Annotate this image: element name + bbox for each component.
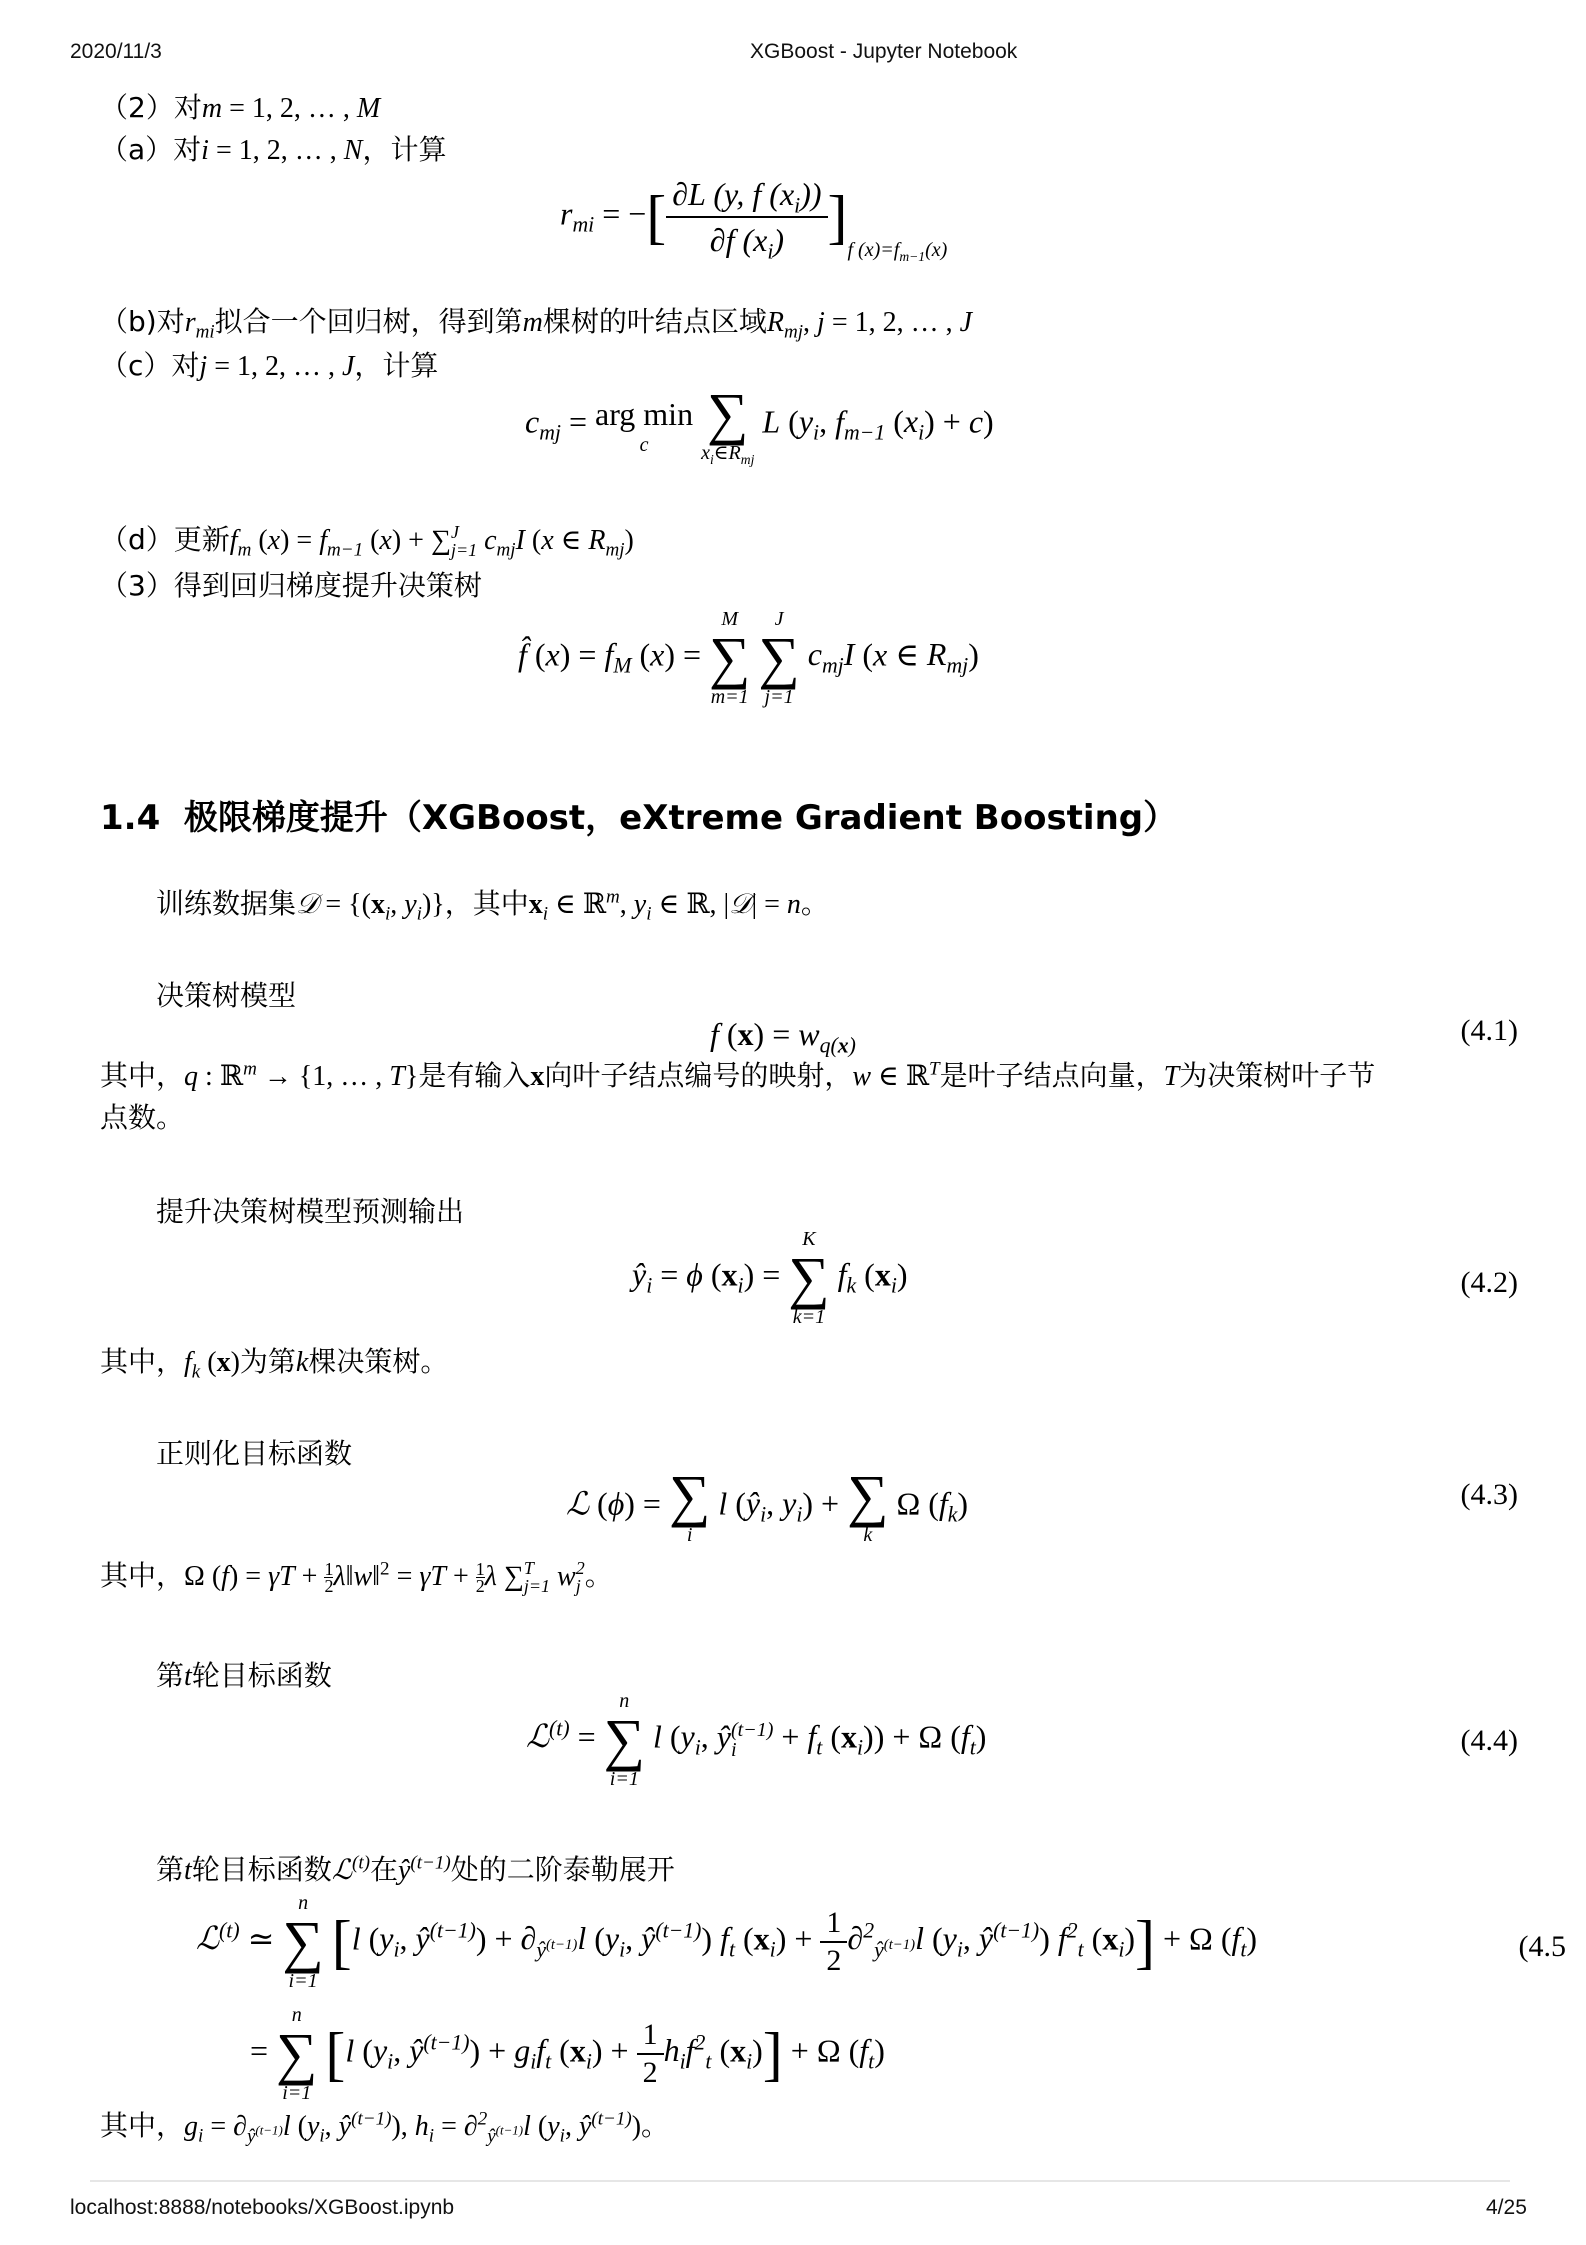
step-c-suffix: ，计算 <box>354 349 439 382</box>
section-heading <box>100 790 1177 839</box>
taylor-prefix: 第 <box>156 1853 185 1886</box>
where-4-label: 其中， <box>100 2109 185 2142</box>
equation-4-3: ℒ (ϕ) = ∑ i l ($ŷ_i$, $y_i$) + ∑ k Ω $(f_k)$ <box>566 1463 969 1546</box>
step-b-text2: 棵树的叶结点区域 <box>542 305 767 338</box>
where-1-text1: 是有输入 <box>418 1059 531 1092</box>
step-3: （3）得到回归梯度提升决策树 <box>100 569 482 602</box>
dataset-line: 训练数据集𝒟 = {($x_i$, $y_i$)}，其中$x_i$ ∈ ℝ$^m$, $y_i$ ∈ ℝ, |𝒟| = n。 <box>156 886 829 925</box>
where-1-text2: 向叶子结点编号的映射， <box>544 1059 853 1092</box>
round-objective-suffix: 轮目标函数 <box>191 1659 332 1692</box>
equation-residual: $r_{mi}$ = −[ $\frac{\partial L (y, f (x_i))}{\partial f (x_i)}$ ]$_{f (x)=f_{m-1}(x)}$ <box>560 172 947 262</box>
boost-output-label: 提升决策树模型预测输出 <box>156 1195 465 1228</box>
equation-4-4: ℒ$^{(t)}$ = n ∑ i=1 l ($y_i$, ŷ(t−1) $i + f_t$ $(x_i)) + \Omega$ $(f_t)$ <box>526 1690 987 1790</box>
equation-4-5-line1: ℒ$^{(t)}$ ≃ n ∑ i=1 [l ($y_i$, $ŷ^{(t-1)}) + \partial_{ŷ^{(t-1)}}l$ ($y_i$, $ŷ^{(t-1)}$) $f_t$ $(x_i)$ + $\frac{1}{2}$ ∂$^2_{ŷ^{(t-1)}}$l ($y_i$, $ŷ^{(t-1)}$) $f^2_t$ $(x_i)] + \Omega$ $(f_t)$ <box>196 1892 1258 1992</box>
footer-rule <box>90 2180 1510 2182</box>
taylor-text3: 处的二阶泰勒展开 <box>450 1853 675 1886</box>
equation-4-2: $ŷ_i = \phi$ $(x_i)$ = K ∑ k=1 $f_k$ $(x_i)$ <box>632 1228 908 1328</box>
step-b: （b)对$r_{mi}$拟合一个回归树，得到第m棵树的叶结点区域$R_{mj}$, j = 1, 2, … , J <box>100 305 973 343</box>
eqno-4-1: (4.1) <box>1460 1014 1518 1047</box>
step-a: （a）对i = 1, 2, … , N，计算 <box>100 133 447 166</box>
where-2: 其中，$f_k$ (x)为第k棵决策树。 <box>100 1345 449 1383</box>
print-date: 2020/11/3 <box>70 40 162 63</box>
step-2-label: （2）对 <box>100 91 202 124</box>
footer-url: localhost:8888/notebooks/XGBoost.ipynb <box>70 2196 455 2219</box>
where-4: 其中，$g_i = \partial_{ŷ^{(t-1)}}l$ ($y_i$, $ŷ^{(t-1)}$), $h_i = \partial^2_{ŷ^{(t-1)}}l$ ($y_i$, $ŷ^{(t-1)}$)。 <box>100 2108 670 2147</box>
taylor-text2: 在 <box>369 1853 398 1886</box>
equation-4-5-line2: = n ∑ i=1 [l ($y_i$, $ŷ^{(t-1)}) + g_if_t$ $(x_i)$ + $\frac{1}{2}$ $h_if^2_t$ $(x_i)] + \Omega$ $(f_t)$ <box>250 2004 885 2104</box>
step-a-suffix: ，计算 <box>362 133 447 166</box>
where-3-end: 。 <box>584 1559 613 1592</box>
step-d: （d）更新$f_m$ $(x) = f_{m-1}$ (x) + ∑J j=1 $c_{mj}I$ (x ∈ $R_{mj}$) <box>100 522 634 561</box>
eqno-4-5: (4.5 <box>1518 1930 1566 1963</box>
eqno-4-4: (4.4) <box>1460 1724 1518 1757</box>
equation-final-model: f̂ $(x) = f_M$ (x) = M ∑ m=1 J ∑ j=1 $c_{mj}I$ (x ∈ $R_{mj}$) <box>518 608 979 708</box>
footer-page-number: 4/25 <box>1486 2196 1527 2219</box>
round-objective-label: 第t轮目标函数 <box>156 1659 332 1692</box>
where-2-label: 其中， <box>100 1345 185 1378</box>
where-2-text: 为第 <box>239 1345 296 1378</box>
where-2-end: 棵决策树。 <box>308 1345 449 1378</box>
reg-objective-label: 正则化目标函数 <box>156 1437 353 1470</box>
where-1-text4: 为决策树叶子节 <box>1179 1059 1376 1092</box>
section-title: 极限梯度提升（XGBoost，eXtreme Gradient Boosting） <box>183 798 1178 838</box>
taylor-label: 第t轮目标函数ℒ$^{(t)}$在$ŷ^{(t-1)}$处的二阶泰勒展开 <box>156 1852 675 1886</box>
tree-model-label: 决策树模型 <box>156 979 297 1012</box>
where-1-cont: 点数。 <box>100 1101 185 1134</box>
step-b-label: （b)对 <box>100 305 185 338</box>
step-b-text1: 拟合一个回归树，得到第 <box>214 305 523 338</box>
eqno-4-2: (4.2) <box>1460 1266 1518 1299</box>
round-objective-prefix: 第 <box>156 1659 185 1692</box>
dataset-where: ，其中 <box>444 887 529 920</box>
print-title: XGBoost - Jupyter Notebook <box>750 40 1018 63</box>
taylor-text1: 轮目标函数 <box>191 1853 332 1886</box>
step-a-label: （a）对 <box>100 133 202 166</box>
step-2: （2）对m = 1, 2, … , M <box>100 91 381 124</box>
equation-4-1: f $(x) = w_{q(x)}$ <box>710 1016 856 1058</box>
step-c-label: （c）对 <box>100 349 200 382</box>
where-4-end: 。 <box>641 2109 670 2142</box>
section-number: 1.4 <box>100 798 161 838</box>
where-3: 其中，Ω (f) = γT + 1 2λ‖w‖$^2$ = γT + 1 2λ ∑T j=1 w2 j 。 <box>100 1558 613 1596</box>
dataset-label: 训练数据集 <box>156 887 297 920</box>
step-c: （c）对j = 1, 2, … , J，计算 <box>100 349 439 382</box>
dataset-end: 。 <box>800 887 829 920</box>
where-1-label: 其中， <box>100 1059 185 1092</box>
where-1-text3: 是叶子结点向量， <box>939 1059 1164 1092</box>
equation-cmj: $c_{mj}$ = arg min c ∑ $x_i\in R_{mj}$ L ($y_i$, $f_{m-1}$ $(x_i) + c$) <box>525 381 994 467</box>
step-d-label: （d）更新 <box>100 523 230 556</box>
where-1: 其中，q : ℝ$^m$ → {1, … , T}是有输入x向叶子结点编号的映射，w ∈ ℝ$^T$是叶子结点向量，T为决策树叶子节 <box>100 1058 1376 1092</box>
eqno-4-3: (4.3) <box>1460 1478 1518 1511</box>
where-3-label: 其中， <box>100 1559 185 1592</box>
